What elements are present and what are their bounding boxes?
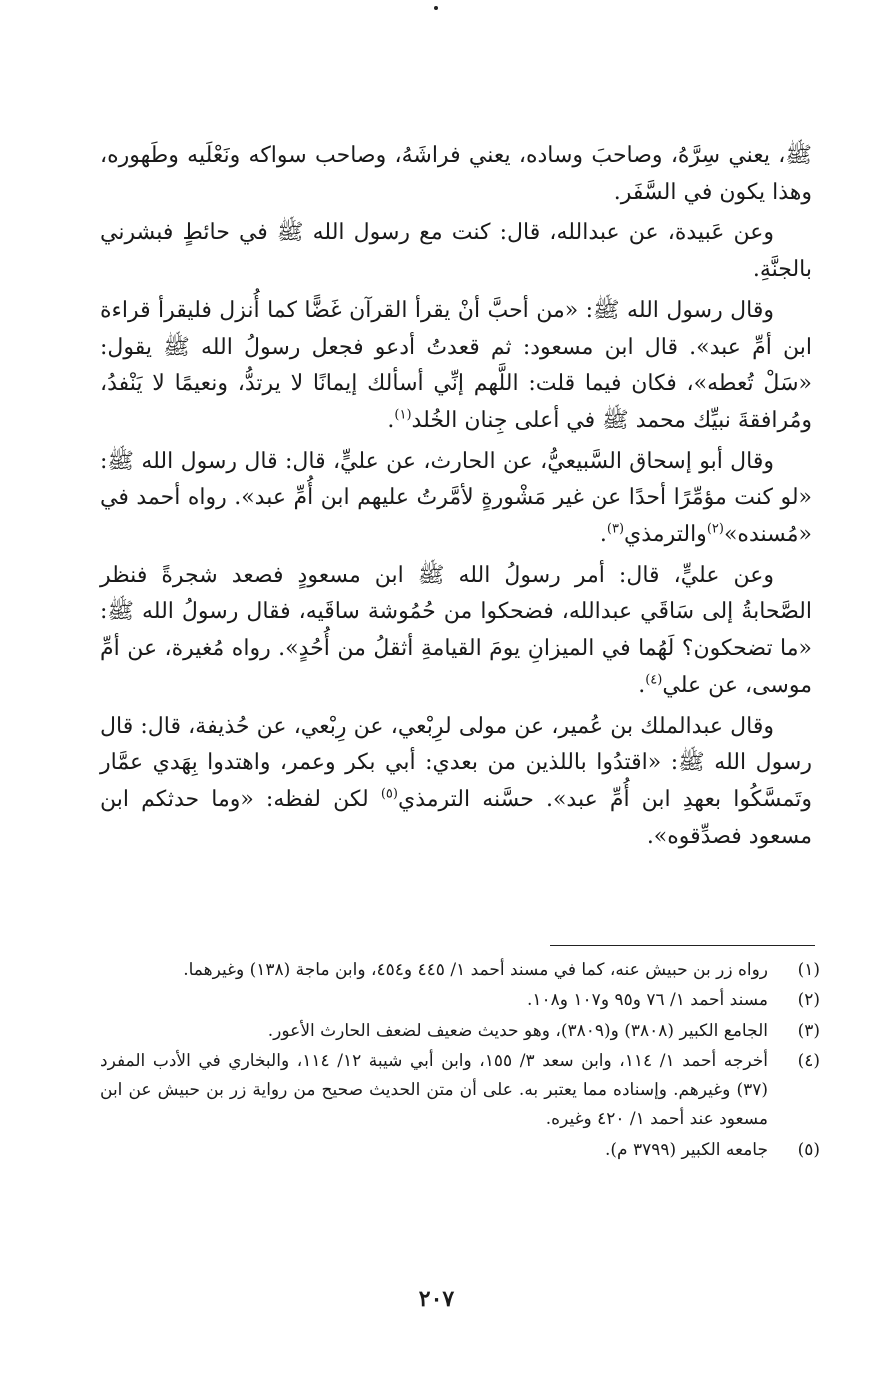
paragraph-4: وقال أبو إسحاق السَّبيعيُّ، عن الحارث، عن عليٍّ، قال: قال رسول الله ﷺ: «لو كنت مؤمِّرًا أحدًا عن غير مَشْورةٍ لأمَّرتُ عليهم ابن أُمِّ عبد». رواه أحمد في «مُسنده»$^{(٢)}$والترمذي$^{(٣)}$. — [100, 448, 812, 548]
footnote-ref-1: (١) — [394, 407, 412, 423]
footnote-text: أخرجه أحمد ١/ ١١٤، وابن سعد ٣/ ١٥٥، وابن أبي شيبة ١٢/ ١١٤، والبخاري في الأدب المفرد (٣٧) وغيرهم. وإسناده مما يعتبر به. على أن متن الحديث صحيح من رواية زر بن حبيش عن ابن مسعود عند أحمد ١/ ٤٢٠ وغيره. — [100, 1050, 768, 1130]
footnote-separator — [550, 945, 815, 946]
paragraph-6 — [100, 709, 812, 856]
footnote-text: الجامع الكبير (٣٨٠٨) و(٣٨٠٩)، وهو حديث ضعيف لضعف الحارث الأعور. — [267, 1020, 768, 1041]
paragraph-1 — [100, 138, 812, 211]
paragraph-text: لكن لفظه: «وما حدثكم ابن مسعود فصدِّقوه». — [100, 786, 812, 849]
footnote-ref-2: (٢) — [706, 521, 724, 537]
main-text — [100, 138, 812, 855]
footnote-3 — [100, 1017, 820, 1046]
footnote-2 — [100, 986, 820, 1015]
footnote-ref-4: (٤) — [645, 672, 663, 688]
footnote-text: رواه زر بن حبيش عنه، كما في مسند أحمد ١/ ٤٤٥ و٤٥٤، وابن ماجة (١٣٨) وغيرهما. — [183, 960, 768, 980]
paragraph-text: وعن عَبيدة، عن عبدالله، قال: كنت مع رسول الله ﷺ في حائطٍ فبشرني بالجنَّةِ. — [100, 220, 812, 283]
footnote-5 — [100, 1136, 820, 1165]
footnote-1 — [100, 956, 820, 985]
footnote-ref-3: (٣) — [606, 521, 625, 537]
paragraph-5: وعن عليٍّ، قال: أمر رسولُ الله ﷺ ابن مسعودٍ فصعد شجرةً فنظر الصَّحابةُ إلى سَاقَي عبدالله، فضحكوا من حُمُوشة ساقَيه، فقال رسولُ الله ﷺ: «ما تضحكون؟ لَهُما في الميزانِ يومَ القيامةِ أثقلُ من أُحُدٍ». رواه مُغيرة، عن أمِّ موسى، عن علي$^{(٤)}$. — [100, 562, 812, 698]
footnote-number: (٥) — [797, 1139, 820, 1160]
footnote-number: (٣) — [797, 1020, 820, 1041]
paragraph-text: وقال أبو إسحاق السَّبيعيُّ، عن الحارث، عن عليٍّ، قال: قال رسول الله ﷺ: «لو كنت مؤمِّرًا أحدًا عن غير مَشْورةٍ لأمَّرتُ عليهم ابن أُمِّ عبد». رواه أحمد في «مُسنده» — [100, 448, 812, 548]
paragraph-text: وقال عبدالملك بن عُمير، عن مولى لرِبْعي، عن رِبْعي، عن حُذيفة، قال: قال رسول الله ﷺ: «اقتدُوا باللذين من بعدي: أبي بكر وعمر، واهتدوا بِهَدي عمَّار وتَمسَّكُوا بعهدِ ابن أُمِّ عبد». حسَّنه الترمذي — [100, 713, 813, 812]
paragraph-text: والترمذي — [624, 522, 707, 548]
print-speck — [434, 6, 438, 10]
paragraph-2 — [100, 215, 812, 288]
paragraph-text: وعن عليٍّ، قال: أمر رسولُ الله ﷺ ابن مسعودٍ فصعد شجرةً فنظر الصَّحابةُ إلى سَاقَي عبدالله، فضحكوا من حُمُوشة ساقَيه، فقال رسولُ الله ﷺ: «ما تضحكون؟ لَهُما في الميزانِ يومَ القيامةِ أثقلُ من أُحُدٍ». رواه مُغيرة، عن أمِّ موسى، عن علي — [100, 562, 812, 698]
footnote-text: مسند أحمد ١/ ٧٦ و٩٥ و١٠٧ و١٠٨. — [526, 990, 768, 1011]
footnote-4 — [100, 1047, 820, 1135]
footnote-ref-5: (٥) — [380, 786, 398, 802]
footnote-text: جامعه الكبير (٣٧٩٩ م). — [605, 1139, 768, 1160]
paragraph-text: وقال رسول الله ﷺ: «من أحبَّ أنْ يقرأ القرآن غَضًّا كما أُنزل فليقرأ قراءة ابن أمِّ عبد». قال ابن مسعود: ثم قعدتُ أدعو فجعل رسولُ الله ﷺ يقول: «سَلْ تُعطه»، فكان فيما قلت: اللَّهم إنِّي أسألك إيمانًا لا يرتدُّ، ونعيمًا لا يَنْفدُ، ومُرافقةَ نبيِّك محمد ﷺ في أعلى جِنان الخُلد — [100, 297, 812, 433]
footnotes — [100, 956, 820, 1166]
paragraph-text: ﷺ، يعني سِرَّهُ، وصاحبَ وساده، يعني فراشَهُ، وصاحب سواكه ونَعْلَيه وطَهوره، وهذا يكون في السَّفَر. — [100, 143, 812, 205]
page-number: ٢٠٧ — [418, 1286, 455, 1312]
footnote-number: (٢) — [797, 990, 820, 1011]
footnote-number: (٤) — [797, 1050, 820, 1071]
footnote-number: (١) — [797, 960, 820, 980]
paragraph-3: وقال رسول الله ﷺ: «من أحبَّ أنْ يقرأ القرآن غَضًّا كما أُنزل فليقرأ قراءة ابن أمِّ عبد». قال ابن مسعود: ثم قعدتُ أدعو فجعل رسولُ الله ﷺ يقول: «سَلْ تُعطه»، فكان فيما قلت: اللَّهم إنِّي أسألك إيمانًا لا يرتدُّ، ونعيمًا لا يَنْفدُ، ومُرافقةَ نبيِّك محمد ﷺ في أعلى جِنان الخُلد$^{(١)}$. — [100, 297, 812, 433]
